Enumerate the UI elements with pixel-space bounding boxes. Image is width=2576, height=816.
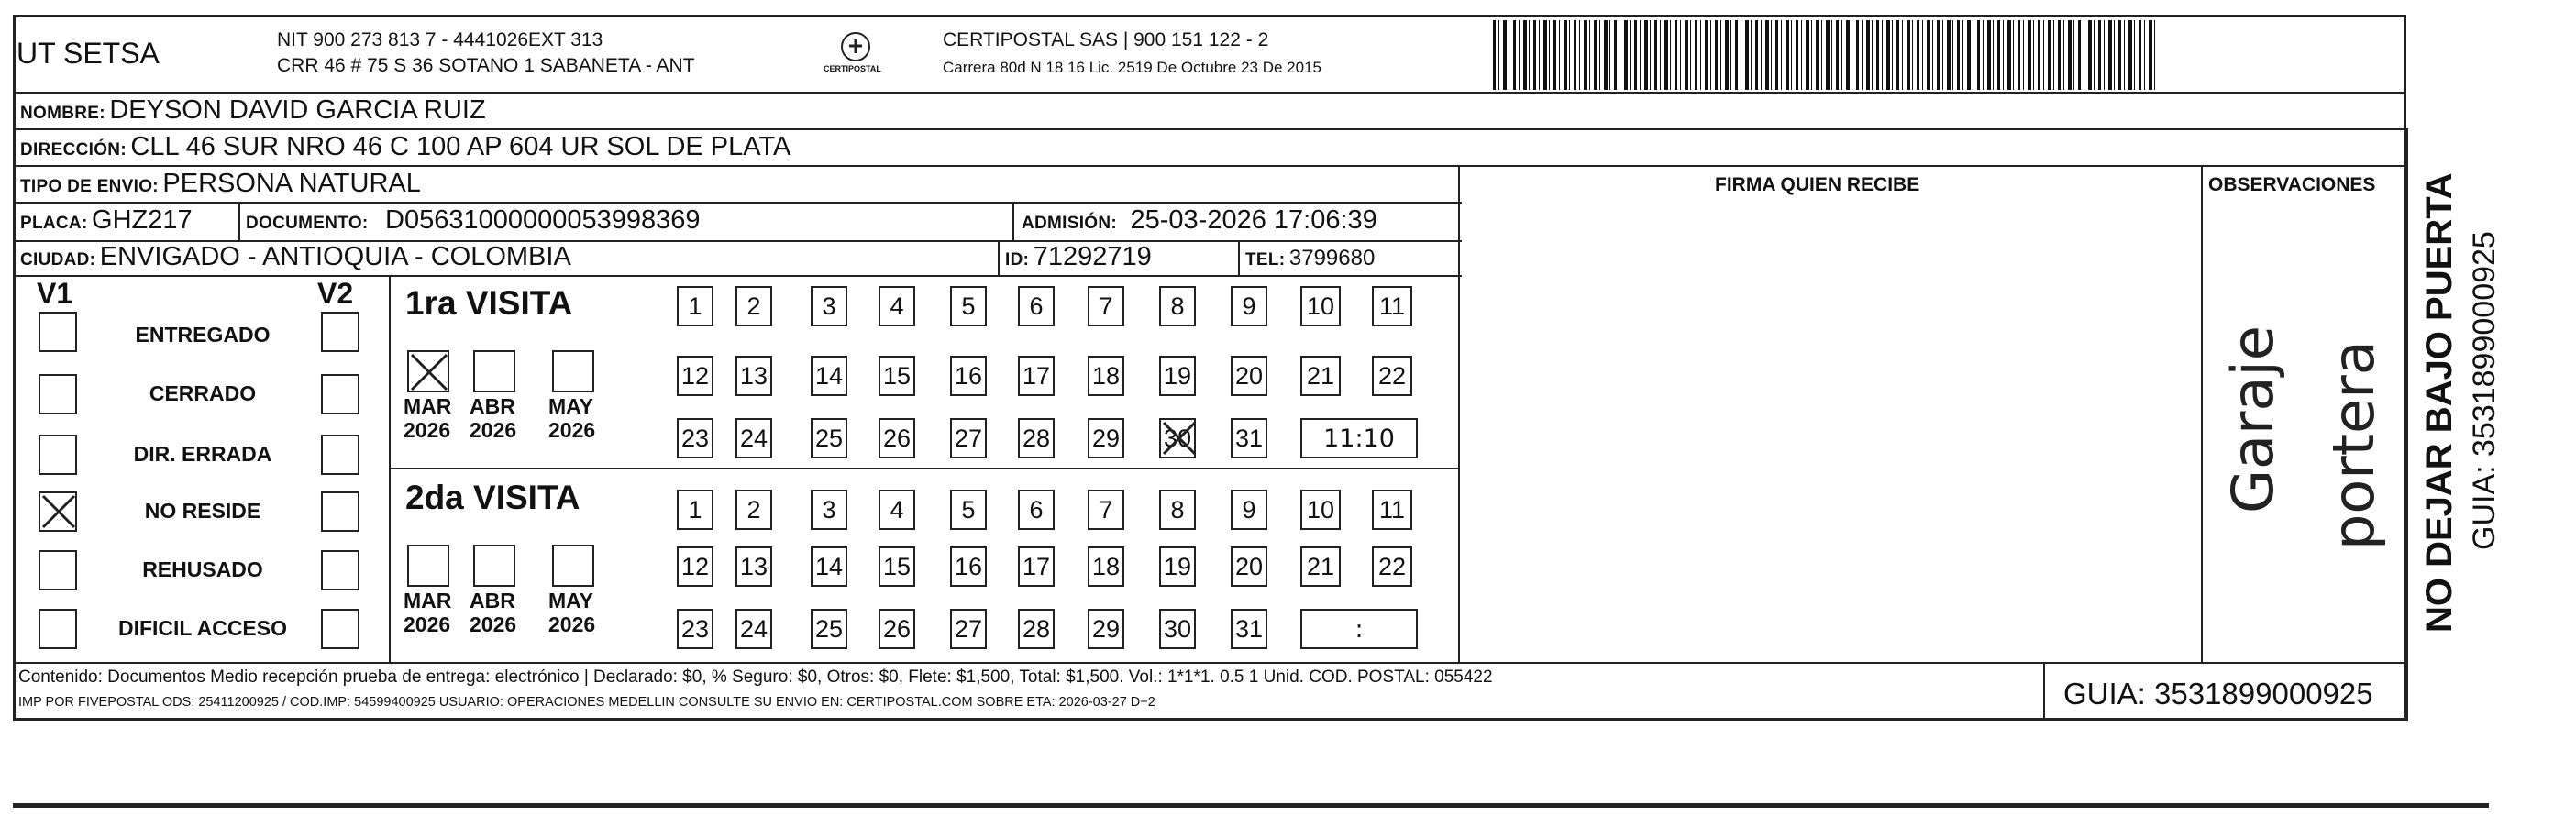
day-12-box[interactable]: 12 <box>677 356 713 396</box>
day-7-box[interactable]: 7 <box>1088 490 1124 530</box>
day-31-box[interactable]: 31 <box>1231 609 1267 649</box>
month-label: MAR <box>404 589 452 612</box>
day-27-box[interactable]: 27 <box>950 418 987 458</box>
direccion-label: DIRECCIÓN: <box>20 140 127 160</box>
check-mark-icon <box>1161 420 1198 457</box>
id-label: ID: <box>1005 250 1030 270</box>
month-checkbox[interactable] <box>407 545 449 587</box>
v2-checkbox[interactable] <box>321 491 359 532</box>
tel-label: TEL: <box>1245 250 1286 270</box>
admision-value: 25-03-2026 17:06:39 <box>1130 205 1377 235</box>
day-11-box[interactable]: 11 <box>1372 490 1412 530</box>
v2-checkbox[interactable] <box>321 374 359 414</box>
tipo-envio-value: PERSONA NATURAL <box>162 169 421 198</box>
check-mark-icon <box>40 493 77 530</box>
id-value: 71292719 <box>1033 242 1152 271</box>
day-13-box[interactable]: 13 <box>735 356 772 396</box>
firma-label: FIRMA QUIEN RECIBE <box>1715 174 1920 195</box>
day-4-box[interactable]: 4 <box>879 286 915 326</box>
day-26-box[interactable]: 26 <box>879 609 915 649</box>
day-21-box[interactable]: 21 <box>1300 546 1341 587</box>
day-4-box[interactable]: 4 <box>879 490 915 530</box>
day-22-box[interactable]: 22 <box>1372 356 1412 396</box>
bottom-rule <box>13 803 2489 808</box>
visit2-time-box[interactable]: : <box>1300 609 1418 649</box>
day-28-box[interactable]: 28 <box>1018 418 1055 458</box>
day-16-box[interactable]: 16 <box>950 356 987 396</box>
month-checkbox[interactable] <box>473 350 515 392</box>
day-24-box[interactable]: 24 <box>735 609 772 649</box>
day-11-box[interactable]: 11 <box>1372 286 1412 326</box>
day-3-box[interactable]: 3 <box>811 286 847 326</box>
observaciones-label: OBSERVACIONES <box>2208 174 2376 195</box>
tipo-envio-label: TIPO DE ENVIO: <box>20 177 159 196</box>
day-28-box[interactable]: 28 <box>1018 609 1055 649</box>
day-27-box[interactable]: 27 <box>950 609 987 649</box>
v2-label: V2 <box>317 277 354 310</box>
v2-checkbox[interactable] <box>321 435 359 475</box>
status-label: REHUSADO <box>142 557 263 581</box>
day-7-box[interactable]: 7 <box>1088 286 1124 326</box>
footer-line1: Contenido: Documentos Medio recepción prueba de entrega: electrónico | Declarado: $0, % Seguro: $0, Otros: $0, Flete: $1,500, Total: $1,500. Vol.: 1*1*1. 0.5 1 Unid. COD. POSTAL: 055422 <box>18 667 1493 687</box>
month-checkbox[interactable] <box>407 350 449 392</box>
day-2-box[interactable]: 2 <box>735 286 772 326</box>
day-17-box[interactable]: 17 <box>1018 356 1055 396</box>
certipostal-line2: Carrera 80d N 18 16 Lic. 2519 De Octubre 23 De 2015 <box>943 59 1321 76</box>
month-checkbox[interactable] <box>552 545 594 587</box>
v2-checkbox[interactable] <box>321 609 359 649</box>
day-30-box[interactable]: 30 <box>1159 609 1196 649</box>
day-9-box[interactable]: 9 <box>1231 490 1267 530</box>
month-label: ABR <box>470 394 515 418</box>
day-10-box[interactable]: 10 <box>1300 490 1341 530</box>
day-13-box[interactable]: 13 <box>735 546 772 587</box>
day-5-box[interactable]: 5 <box>950 490 987 530</box>
day-22-box[interactable]: 22 <box>1372 546 1412 587</box>
observation-handwriting-2: portera <box>2320 340 2387 550</box>
year-label: 2026 <box>470 418 517 442</box>
month-label: MAY <box>548 394 593 418</box>
barcode <box>1493 20 2155 90</box>
day-25-box[interactable]: 25 <box>811 609 847 649</box>
visit1-title: 1ra VISITA <box>405 284 573 322</box>
documento-label: DOCUMENTO: <box>246 214 369 233</box>
year-label: 2026 <box>404 418 451 442</box>
side-guia: GUIA: 3531899000925 <box>2467 231 2502 550</box>
year-label: 2026 <box>470 612 517 636</box>
tel-value: 3799680 <box>1288 246 1376 270</box>
nombre-label: NOMBRE: <box>20 104 105 123</box>
year-label: 2026 <box>548 612 596 636</box>
month-checkbox[interactable] <box>473 545 515 587</box>
day-23-box[interactable]: 23 <box>677 418 713 458</box>
v1-checkbox[interactable] <box>39 312 77 352</box>
day-25-box[interactable]: 25 <box>811 418 847 458</box>
check-mark-icon <box>409 352 449 392</box>
day-30-box[interactable]: 30 <box>1159 418 1196 458</box>
footer-guia: GUIA: 3531899000925 <box>2063 677 2373 711</box>
day-3-box[interactable]: 3 <box>811 490 847 530</box>
day-6-box[interactable]: 6 <box>1018 490 1055 530</box>
day-20-box[interactable]: 20 <box>1231 356 1267 396</box>
year-label: 2026 <box>548 418 596 442</box>
day-14-box[interactable]: 14 <box>811 356 847 396</box>
company-name: UT SETSA <box>17 37 160 70</box>
v1-checkbox[interactable] <box>39 491 77 532</box>
day-19-box[interactable]: 19 <box>1159 546 1196 587</box>
month-label: MAY <box>548 589 593 612</box>
v1-label: V1 <box>37 277 73 310</box>
day-14-box[interactable]: 14 <box>811 546 847 587</box>
day-2-box[interactable]: 2 <box>735 490 772 530</box>
month-checkbox[interactable] <box>552 350 594 392</box>
placa-label: PLACA: <box>20 214 88 233</box>
v1-checkbox[interactable] <box>39 609 77 649</box>
nombre-value: DEYSON DAVID GARCIA RUIZ <box>109 95 486 125</box>
v2-checkbox[interactable] <box>321 312 359 352</box>
day-20-box[interactable]: 20 <box>1231 546 1267 587</box>
company-nit: NIT 900 273 813 7 - 4441026EXT 313 <box>277 29 603 50</box>
v2-checkbox[interactable] <box>321 550 359 590</box>
no-dejar-bajo-puerta: NO DEJAR BAJO PUERTA <box>2419 172 2460 633</box>
month-label: MAR <box>404 394 452 418</box>
day-8-box[interactable]: 8 <box>1159 490 1196 530</box>
day-10-box[interactable]: 10 <box>1300 286 1341 326</box>
documento-value: D05631000000053998369 <box>385 205 701 235</box>
direccion-value: CLL 46 SUR NRO 46 C 100 AP 604 UR SOL DE PLATA <box>130 132 791 161</box>
day-26-box[interactable]: 26 <box>879 418 915 458</box>
day-15-box[interactable]: 15 <box>879 546 915 587</box>
day-1-box[interactable]: 1 <box>677 490 713 530</box>
day-8-box[interactable]: 8 <box>1159 286 1196 326</box>
day-18-box[interactable]: 18 <box>1088 356 1124 396</box>
day-21-box[interactable]: 21 <box>1300 356 1341 396</box>
day-23-box[interactable]: 23 <box>677 609 713 649</box>
day-12-box[interactable]: 12 <box>677 546 713 587</box>
status-label: ENTREGADO <box>135 323 271 347</box>
day-15-box[interactable]: 15 <box>879 356 915 396</box>
status-label: DIFICIL ACCESO <box>117 616 287 640</box>
ciudad-label: CIUDAD: <box>20 250 96 270</box>
day-29-box[interactable]: 29 <box>1088 418 1124 458</box>
company-address: CRR 46 # 75 S 36 SOTANO 1 SABANETA - ANT <box>277 55 695 76</box>
day-5-box[interactable]: 5 <box>950 286 987 326</box>
visit1-time-box[interactable]: 11:10 <box>1300 418 1418 458</box>
month-label: ABR <box>470 589 515 612</box>
observation-handwriting-1: Garaje <box>2219 325 2286 513</box>
day-19-box[interactable]: 19 <box>1159 356 1196 396</box>
status-label: NO RESIDE <box>144 499 261 523</box>
day-9-box[interactable]: 9 <box>1231 286 1267 326</box>
ciudad-value: ENVIGADO - ANTIOQUIA - COLOMBIA <box>99 242 571 271</box>
certipostal-line1: CERTIPOSTAL SAS | 900 151 122 - 2 <box>943 29 1269 50</box>
day-24-box[interactable]: 24 <box>735 418 772 458</box>
day-29-box[interactable]: 29 <box>1088 609 1124 649</box>
logo-text: CERTIPOSTAL <box>824 64 881 73</box>
day-1-box[interactable]: 1 <box>677 286 713 326</box>
certipostal-logo-icon <box>840 31 871 62</box>
status-label: CERRADO <box>149 381 257 405</box>
day-16-box[interactable]: 16 <box>950 546 987 587</box>
day-18-box[interactable]: 18 <box>1088 546 1124 587</box>
admision-label: ADMISIÓN: <box>1022 214 1118 233</box>
day-6-box[interactable]: 6 <box>1018 286 1055 326</box>
day-17-box[interactable]: 17 <box>1018 546 1055 587</box>
v1-checkbox[interactable] <box>39 550 77 590</box>
day-31-box[interactable]: 31 <box>1231 418 1267 458</box>
year-label: 2026 <box>404 612 451 636</box>
footer-line2: IMP POR FIVEPOSTAL ODS: 25411200925 / COD.IMP: 54599400925 USUARIO: OPERACIONES MEDELLIN CONSULTE SU ENVIO EN: CERTIPOSTAL.COM SOBRE ETA: 2026-03-27 D+2 <box>18 695 1155 710</box>
v1-checkbox[interactable] <box>39 374 77 414</box>
visit2-title: 2da VISITA <box>405 479 580 516</box>
placa-value: GHZ217 <box>92 205 193 235</box>
v1-checkbox[interactable] <box>39 435 77 475</box>
status-label: DIR. ERRADA <box>133 442 272 466</box>
